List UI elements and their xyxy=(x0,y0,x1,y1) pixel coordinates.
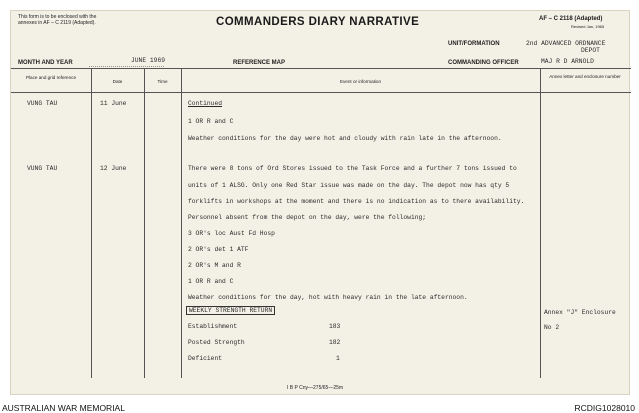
entry-line: 2 OR's det 1 ATF xyxy=(188,246,249,253)
entry-line: Continued xyxy=(188,100,223,107)
commanding-officer-value: MAJ R D ARNOLD xyxy=(541,58,594,65)
page-title: COMMANDERS DIARY NARRATIVE xyxy=(216,16,420,28)
entry-place: VUNG TAU xyxy=(27,100,58,107)
entry-line: forklifts in workshops at the moment and there is no indication as to there availability. xyxy=(188,198,525,205)
entry-line: 2 OR's M and R xyxy=(188,262,241,269)
table-top-rule xyxy=(11,68,631,69)
strength-label: Deficient xyxy=(188,355,223,362)
entry-line: 1 OR R and C xyxy=(188,278,234,285)
entry-date: 12 June xyxy=(100,165,127,172)
strength-value: 182 xyxy=(329,339,341,346)
diary-sheet xyxy=(10,10,630,395)
strength-return-heading: WEEKLY STRENGTH RETURN xyxy=(186,306,275,315)
reference-map-label: REFERENCE MAP xyxy=(233,60,286,66)
archive-footer-right: RCDIG1028010 xyxy=(574,403,635,413)
entry-date: 11 June xyxy=(100,100,127,107)
entry-line: 1 OR R and C xyxy=(188,118,234,125)
col-header-time: Time xyxy=(157,79,168,84)
strength-label: Posted Strength xyxy=(188,339,245,346)
printer-note: I B P Cny—275/65—25m xyxy=(287,385,344,391)
commanding-officer-label: COMMANDING OFFICER xyxy=(448,60,519,66)
col-divider-event xyxy=(181,68,182,378)
form-id: AF – C 2118 (Adapted) xyxy=(539,16,603,22)
month-dotted-line xyxy=(89,66,164,67)
col-header-event: Event or information xyxy=(339,79,382,84)
entry-line: units of 1 ALSG. Only one Red Star issue was made on the day. The depot now has qty 5 xyxy=(188,182,510,189)
col-header-date: Date xyxy=(112,79,123,84)
col-divider-annex xyxy=(540,68,541,378)
month-label: MONTH AND YEAR xyxy=(18,60,73,66)
annex-enclosure-number: No 2 xyxy=(544,324,560,331)
entry-line: 3 OR's loc Aust Fd Hosp xyxy=(188,230,275,237)
col-header-annex: Annex letter and enclosure number xyxy=(549,74,621,79)
col-header-place: Place and grid reference xyxy=(25,75,77,80)
entry-line: Personnel absent from the depot on the day, were the following; xyxy=(188,214,427,221)
strength-value: 1 xyxy=(336,355,340,362)
month-value: JUNE 1969 xyxy=(131,57,166,64)
entry-line: Weather conditions for the day, hot with heavy rain in the late afternoon. xyxy=(188,294,468,301)
col-divider-time xyxy=(144,68,145,378)
col-divider-date xyxy=(91,68,92,378)
entry-place: VUNG TAU xyxy=(27,165,58,172)
annex-reference: Annex "J" Enclosure xyxy=(544,309,616,316)
form-notice: This form is to be enclosed with the annexes in AF – C 2119 (Adapted). xyxy=(18,14,97,26)
header-bottom-rule xyxy=(11,92,631,93)
entry-line: Weather conditions for the day were hot and cloudy with rain late in the afternoon. xyxy=(188,135,502,142)
revised-note: Revised Jan, 1965 xyxy=(571,24,605,29)
unit-value-2: DEPOT xyxy=(581,47,600,54)
unit-value-1: 2nd ADVANCED ORDNANCE xyxy=(526,40,606,47)
unit-label: UNIT/FORMATION xyxy=(448,41,500,47)
archive-footer-left: AUSTRALIAN WAR MEMORIAL xyxy=(2,403,125,413)
entry-line: There were 8 tons of Ord Stores issued to the Task Force and a further 7 tons issued to xyxy=(188,165,517,172)
strength-value: 183 xyxy=(329,323,341,330)
strength-label: Establishment xyxy=(188,323,238,330)
